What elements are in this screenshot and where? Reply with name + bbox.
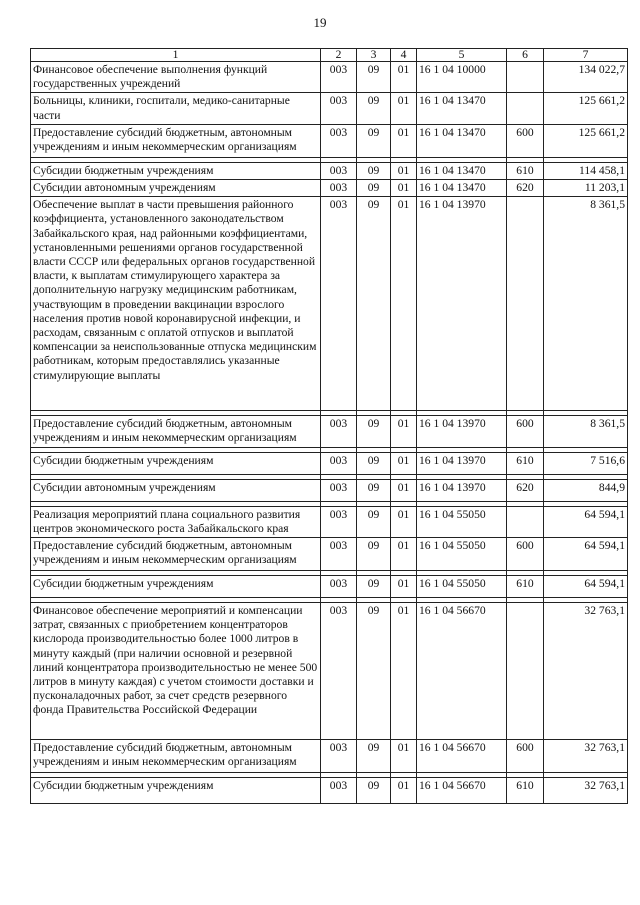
row-name: Субсидии автономным учреждениям: [31, 479, 321, 501]
table-row: [31, 538, 628, 571]
table-row: [31, 452, 628, 474]
row-name: Реализация мероприятий плана социального развития центров экономического роста Забайкальского края: [31, 506, 321, 537]
row-amount: 32 763,1: [544, 778, 628, 804]
row-section-code: 09: [357, 416, 391, 447]
row-ministry-code: 003: [321, 538, 357, 571]
row-ministry-code: 003: [321, 62, 357, 93]
row-subsection-code: 01: [391, 740, 417, 773]
column-header: 5: [417, 49, 507, 62]
row-target-article: 16 1 04 13470: [417, 180, 507, 197]
row-target-article: 16 1 04 13470: [417, 162, 507, 179]
table-row: [31, 124, 628, 157]
table-row: [31, 778, 628, 804]
table-row: [31, 197, 628, 411]
row-subsection-code: 01: [391, 180, 417, 197]
row-name: Финансовое обеспечение выполнения функций государственных учреждений: [31, 62, 321, 93]
row-section-code: 09: [357, 162, 391, 179]
row-ministry-code: 003: [321, 93, 357, 124]
table-row: [31, 603, 628, 740]
row-target-article: 16 1 04 10000: [417, 62, 507, 93]
row-amount: 125 661,2: [544, 124, 628, 157]
row-target-article: 16 1 04 56670: [417, 603, 507, 740]
row-amount: 114 458,1: [544, 162, 628, 179]
row-target-article: 16 1 04 55050: [417, 538, 507, 571]
row-ministry-code: 003: [321, 576, 357, 598]
row-subsection-code: 01: [391, 62, 417, 93]
row-ministry-code: 003: [321, 506, 357, 537]
table-row: [31, 416, 628, 447]
row-subsection-code: 01: [391, 197, 417, 411]
header-row: [31, 49, 628, 62]
row-amount: 7 516,6: [544, 452, 628, 474]
row-expense-type: 620: [507, 479, 544, 501]
row-section-code: 09: [357, 124, 391, 157]
column-header: 7: [544, 49, 628, 62]
row-section-code: 09: [357, 603, 391, 740]
row-ministry-code: 003: [321, 603, 357, 740]
row-subsection-code: 01: [391, 124, 417, 157]
row-section-code: 09: [357, 452, 391, 474]
row-target-article: 16 1 04 55050: [417, 576, 507, 598]
row-target-article: 16 1 04 56670: [417, 740, 507, 773]
row-section-code: 09: [357, 479, 391, 501]
row-section-code: 09: [357, 62, 391, 93]
row-subsection-code: 01: [391, 778, 417, 804]
row-subsection-code: 01: [391, 93, 417, 124]
row-section-code: 09: [357, 778, 391, 804]
row-subsection-code: 01: [391, 538, 417, 571]
row-expense-type: 610: [507, 452, 544, 474]
row-section-code: 09: [357, 180, 391, 197]
table-row: [31, 62, 628, 93]
row-amount: 8 361,5: [544, 416, 628, 447]
table-row: [31, 93, 628, 124]
row-section-code: 09: [357, 740, 391, 773]
row-subsection-code: 01: [391, 576, 417, 598]
row-name: Предоставление субсидий бюджетным, автономным учреждениям и иным некоммерческим организациям: [31, 538, 321, 571]
row-name: Предоставление субсидий бюджетным, автономным учреждениям и иным некоммерческим организациям: [31, 740, 321, 773]
row-target-article: 16 1 04 56670: [417, 778, 507, 804]
row-section-code: 09: [357, 197, 391, 411]
row-name: Финансовое обеспечение мероприятий и компенсации затрат, связанных с приобретением концентраторов кислорода производительностью более 1000 литров в минуту каждый (при наличии основной и резервной линий концентратора производительностью не менее 500 литров в минуту каждая) с учетом стоимости доставки и пусконаладочных работ, за счет средств резервного фонда Правительства Российской Федерации: [31, 603, 321, 740]
row-amount: 32 763,1: [544, 603, 628, 740]
row-ministry-code: 003: [321, 180, 357, 197]
row-expense-type: [507, 93, 544, 124]
row-name: Предоставление субсидий бюджетным, автономным учреждениям и иным некоммерческим организациям: [31, 124, 321, 157]
row-target-article: 16 1 04 13970: [417, 452, 507, 474]
row-expense-type: [507, 62, 544, 93]
row-subsection-code: 01: [391, 603, 417, 740]
row-amount: 8 361,5: [544, 197, 628, 411]
row-ministry-code: 003: [321, 124, 357, 157]
row-ministry-code: 003: [321, 479, 357, 501]
row-ministry-code: 003: [321, 740, 357, 773]
row-name: Субсидии автономным учреждениям: [31, 180, 321, 197]
row-subsection-code: 01: [391, 162, 417, 179]
row-amount: 32 763,1: [544, 740, 628, 773]
column-header: 3: [357, 49, 391, 62]
row-ministry-code: 003: [321, 416, 357, 447]
row-subsection-code: 01: [391, 452, 417, 474]
row-target-article: 16 1 04 13970: [417, 197, 507, 411]
row-name: Больницы, клиники, госпитали, медико-санитарные части: [31, 93, 321, 124]
row-section-code: 09: [357, 93, 391, 124]
row-expense-type: [507, 506, 544, 537]
row-ministry-code: 003: [321, 452, 357, 474]
table-row: [31, 162, 628, 179]
row-expense-type: [507, 603, 544, 740]
row-amount: 134 022,7: [544, 62, 628, 93]
table-row: [31, 506, 628, 537]
table-row: [31, 479, 628, 501]
row-section-code: 09: [357, 576, 391, 598]
row-expense-type: 610: [507, 778, 544, 804]
row-subsection-code: 01: [391, 506, 417, 537]
row-section-code: 09: [357, 506, 391, 537]
row-ministry-code: 003: [321, 162, 357, 179]
row-name: Субсидии бюджетным учреждениям: [31, 778, 321, 804]
row-name: Субсидии бюджетным учреждениям: [31, 576, 321, 598]
row-target-article: 16 1 04 55050: [417, 506, 507, 537]
row-section-code: 09: [357, 538, 391, 571]
row-amount: 64 594,1: [544, 576, 628, 598]
row-amount: 64 594,1: [544, 506, 628, 537]
table-row: [31, 740, 628, 773]
row-amount: 64 594,1: [544, 538, 628, 571]
row-target-article: 16 1 04 13970: [417, 416, 507, 447]
page-number: 19: [313, 15, 327, 30]
row-name: Субсидии бюджетным учреждениям: [31, 452, 321, 474]
row-subsection-code: 01: [391, 479, 417, 501]
row-subsection-code: 01: [391, 416, 417, 447]
column-header: 4: [391, 49, 417, 62]
row-amount: 11 203,1: [544, 180, 628, 197]
row-name: Обеспечение выплат в части превышения районного коэффициента, установленного законодательством Забайкальского края, над районными коэффициентами, установленными решениями органов государственной власти СССР или федеральных органов государственной власти, к выплатам стимулирующего характера за дополнительную нагрузку медицинским работникам, участвующим в проведении вакцинации взрослого населения против новой коронавирусной инфекции, и расходам, связанным с оплатой отпусков и выплатой компенсации за неиспользованные отпуска медицинским работникам, которым предоставлялись указанные стимулирующие выплаты: [31, 197, 321, 411]
row-amount: 844,9: [544, 479, 628, 501]
column-header: 6: [507, 49, 544, 62]
row-ministry-code: 003: [321, 197, 357, 411]
budget-table: [30, 48, 628, 804]
row-expense-type: 600: [507, 416, 544, 447]
row-expense-type: 600: [507, 538, 544, 571]
row-ministry-code: 003: [321, 778, 357, 804]
table-row: [31, 576, 628, 598]
row-target-article: 16 1 04 13470: [417, 93, 507, 124]
row-target-article: 16 1 04 13970: [417, 479, 507, 501]
row-expense-type: 610: [507, 576, 544, 598]
row-expense-type: [507, 197, 544, 411]
row-expense-type: 600: [507, 740, 544, 773]
column-header: 2: [321, 49, 357, 62]
row-expense-type: 610: [507, 162, 544, 179]
row-name: Субсидии бюджетным учреждениям: [31, 162, 321, 179]
row-expense-type: 600: [507, 124, 544, 157]
row-expense-type: 620: [507, 180, 544, 197]
row-amount: 125 661,2: [544, 93, 628, 124]
row-target-article: 16 1 04 13470: [417, 124, 507, 157]
table-row: [31, 180, 628, 197]
column-header: 1: [31, 49, 321, 62]
row-name: Предоставление субсидий бюджетным, автономным учреждениям и иным некоммерческим организациям: [31, 416, 321, 447]
